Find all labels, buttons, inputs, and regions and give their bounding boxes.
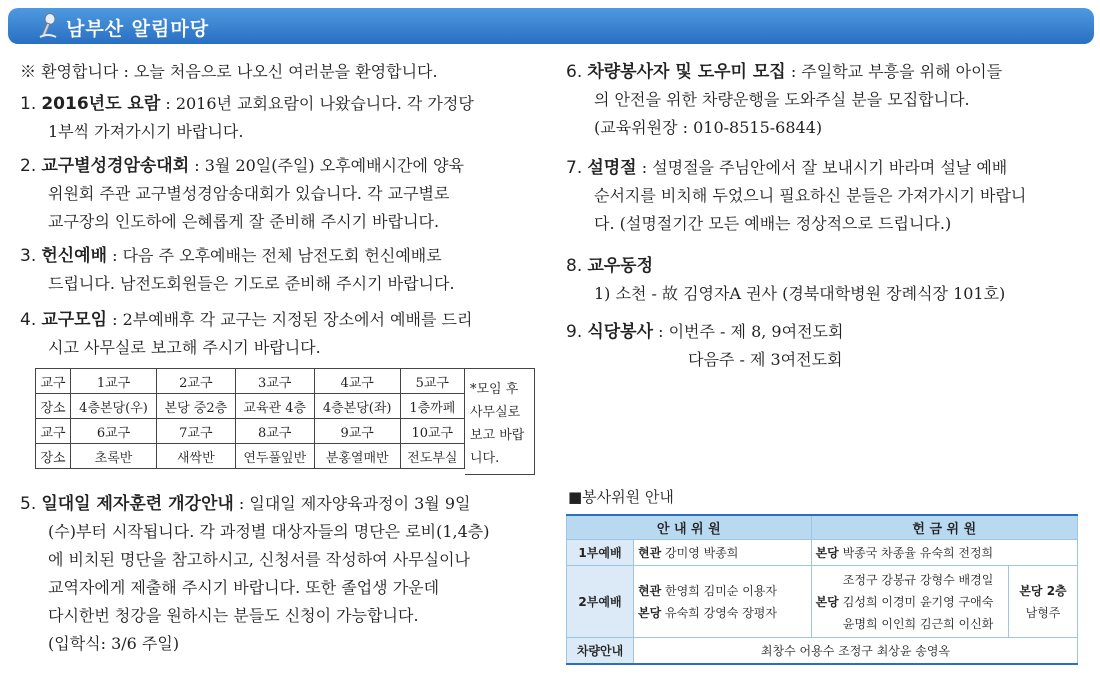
table-row: [567, 638, 1078, 664]
guide-cell: [634, 540, 812, 566]
item-line: 다. (설명절기간 모든 예배는 정상적으로 드립니다.): [594, 214, 952, 233]
table-cell: 1층까페: [400, 394, 464, 419]
item-9: [566, 318, 843, 346]
item-line: (교육위원장 : 010-8515-6844): [594, 118, 823, 137]
header-guide: 안 내 위 원: [567, 515, 812, 540]
place-label: 본당: [815, 594, 839, 609]
table-note: [470, 378, 524, 470]
item-line: (수)부터 시작됩니다. 각 과정별 대상자들의 명단은 로비(1,4층): [48, 522, 490, 541]
item-line: 교구장의 인도하에 은혜롭게 잘 준비해 주시기 바랍니다.: [48, 212, 440, 231]
item-line: : 3월 20일(주일) 오후예배시간에 양육: [189, 156, 464, 175]
note-line: *모임 후: [470, 382, 519, 397]
row-label: 2부예배: [567, 566, 634, 638]
table-row: [36, 394, 465, 419]
table-cell: 6교구: [71, 419, 157, 444]
item-number: 6.: [566, 62, 583, 82]
names: 김성희 이경미 윤기영 구애숙: [842, 594, 994, 609]
names: 최창수 어용수 조정구 최상윤 송영옥: [634, 638, 1078, 664]
item-line: 1부씩 가져가시기 바랍니다.: [48, 122, 244, 141]
row-label: 1부예배: [567, 540, 634, 566]
item-line: : 설명절을 주님안에서 잘 보내시기 바라며 설날 예배: [636, 158, 1008, 177]
names: 강미영 박종희: [665, 546, 739, 560]
names: 윤명희 이인희 김근희 이신화: [842, 616, 994, 631]
table-cell: 5교구: [400, 369, 464, 394]
place-label: 본당: [638, 605, 662, 620]
table-cell: 2교구: [156, 369, 235, 394]
guide-cell: [634, 566, 812, 638]
item-number: 4.: [20, 310, 37, 330]
item-line: : 다음 주 오후예배는 전체 남전도회 헌신예배로: [107, 246, 442, 265]
table-row: [567, 515, 1078, 540]
header-offering: 헌 금 위 원: [811, 515, 1077, 540]
names: 조정구 강봉규 강형수 배경일: [842, 572, 994, 587]
place-label: 본당: [815, 546, 839, 560]
extra-cell: [1009, 566, 1078, 638]
microphone-icon: [36, 13, 60, 39]
offering-cell: [811, 566, 1008, 638]
table-row: [36, 444, 465, 469]
table-cell: 장소: [36, 394, 71, 419]
header-title: 남부산 알림마당: [66, 18, 210, 40]
table-cell: 새싹반: [156, 444, 235, 469]
offering-inner: [816, 569, 994, 635]
item-title: 교구모임: [41, 310, 108, 330]
item-2: [20, 152, 464, 180]
table-row: [36, 419, 465, 444]
item-title: 일대일 제자훈련 개강안내: [41, 494, 234, 514]
table-cell: 장소: [36, 444, 71, 469]
item-line: 드립니다. 남전도회원들은 기도로 준비해 주시기 바랍니다.: [48, 274, 455, 293]
item-line: 시고 사무실로 보고해 주시기 바랍니다.: [48, 338, 321, 357]
item-number: 7.: [566, 158, 583, 178]
table-cell: 4교구: [314, 369, 400, 394]
item-line: (입학식: 3/6 주일): [48, 634, 180, 653]
item-line: 위원회 주관 교구별성경암송대회가 있습니다. 각 교구별로: [48, 184, 450, 203]
table-row: [567, 566, 1078, 638]
item-3: [20, 242, 442, 270]
table-cell: 초록반: [71, 444, 157, 469]
table-cell: 연두풀잎반: [235, 444, 314, 469]
table-cell: 본당 중2층: [156, 394, 235, 419]
note-line: 니다.: [470, 451, 500, 466]
row-label: 차량안내: [567, 638, 634, 664]
header-banner: [8, 8, 1094, 44]
place-label: 현관: [638, 546, 662, 560]
item-5: [20, 490, 470, 518]
item-title: 식당봉사: [587, 322, 654, 342]
item-line: 다음주 - 제 3여전도회: [688, 350, 843, 369]
table-cell: 분홍열매반: [314, 444, 400, 469]
table-cell: 10교구: [400, 419, 464, 444]
offering-cell: [811, 540, 1077, 566]
item-title: 설명절: [587, 158, 637, 178]
volunteer-table: [566, 514, 1078, 665]
offering-names: [843, 569, 994, 635]
table-cell: 교구: [36, 419, 71, 444]
item-line: : 2016년 교회요람이 나왔습니다. 각 가정당: [160, 94, 474, 113]
item-title: 2016년도 요람: [41, 94, 161, 114]
item-title: 교구별성경암송대회: [41, 156, 190, 176]
item-line: 1) 소천 - 故 김영자A 권사 (경북대학병원 장례식장 101호): [594, 284, 1006, 303]
table-cell: 8교구: [235, 419, 314, 444]
names: 박종국 차종율 유숙희 전정희: [842, 546, 994, 560]
table-row: [567, 540, 1078, 566]
welcome-text: ※ 환영합니다 : 오늘 처음으로 나오신 여러분을 환영합니다.: [20, 62, 438, 81]
table-cell: 전도부실: [400, 444, 464, 469]
item-line: : 주일학교 부흥을 위해 아이들: [785, 62, 1003, 81]
guide-line: [638, 580, 807, 602]
item-1: [20, 90, 474, 118]
table-cell: 9교구: [314, 419, 400, 444]
guide-line: [638, 602, 807, 624]
item-line: : 2부예배후 각 교구는 지정된 장소에서 예배를 드리: [107, 310, 473, 329]
table-cell: 교구: [36, 369, 71, 394]
item-title: 차량봉사자 및 도우미 모집: [587, 62, 786, 82]
item-line: : 일대일 제자양육과정이 3월 9일: [233, 494, 471, 513]
item-line: 에 비치된 명단을 참고하시고, 신청서를 작성하여 사무실이나: [48, 550, 471, 569]
item-4: [20, 306, 472, 334]
item-number: 1.: [20, 94, 37, 114]
item-title: 헌신예배: [41, 246, 108, 266]
item-line: : 이번주 - 제 8, 9여전도회: [653, 322, 844, 341]
item-line: 의 안전을 위한 차량운행을 도와주실 분을 모집합니다.: [594, 90, 970, 109]
place-label: 현관: [638, 583, 662, 598]
table-cell: 1교구: [71, 369, 157, 394]
table-cell: 교육관 4층: [235, 394, 314, 419]
note-line: 보고 바랍: [470, 428, 525, 443]
item-title: 교우동정: [587, 256, 654, 276]
table-cell: 3교구: [235, 369, 314, 394]
table-cell: 4층본당(좌): [314, 394, 400, 419]
item-number: 8.: [566, 256, 583, 276]
note-line: 사무실로: [470, 405, 521, 420]
item-7: [566, 154, 1007, 182]
table-row: [36, 369, 465, 394]
names: 유숙희 강영숙 장평자: [665, 605, 777, 620]
item-number: 3.: [20, 246, 37, 266]
item-line: 다시한번 청강을 원하시는 분들도 신청이 가능합니다.: [48, 606, 419, 625]
item-number: 5.: [20, 494, 37, 514]
place-label: 본당 2층: [1019, 583, 1067, 598]
item-line: 교역자에게 제출해 주시기 바랍니다. 또한 졸업생 가운데: [48, 578, 440, 597]
names: 남형주: [1025, 605, 1061, 620]
table-cell: 4층본당(우): [71, 394, 157, 419]
item-number: 2.: [20, 156, 37, 176]
item-line: 순서지를 비치해 두었으니 필요하신 분들은 가져가시기 바랍니: [594, 186, 1027, 205]
item-6: [566, 58, 1002, 86]
item-8: [566, 252, 653, 280]
names: 한영희 김미순 이용자: [665, 583, 777, 598]
volunteer-title: ■봉사위원 안내: [568, 488, 674, 506]
group-table: [35, 368, 465, 469]
table-cell: 7교구: [156, 419, 235, 444]
item-number: 9.: [566, 322, 583, 342]
